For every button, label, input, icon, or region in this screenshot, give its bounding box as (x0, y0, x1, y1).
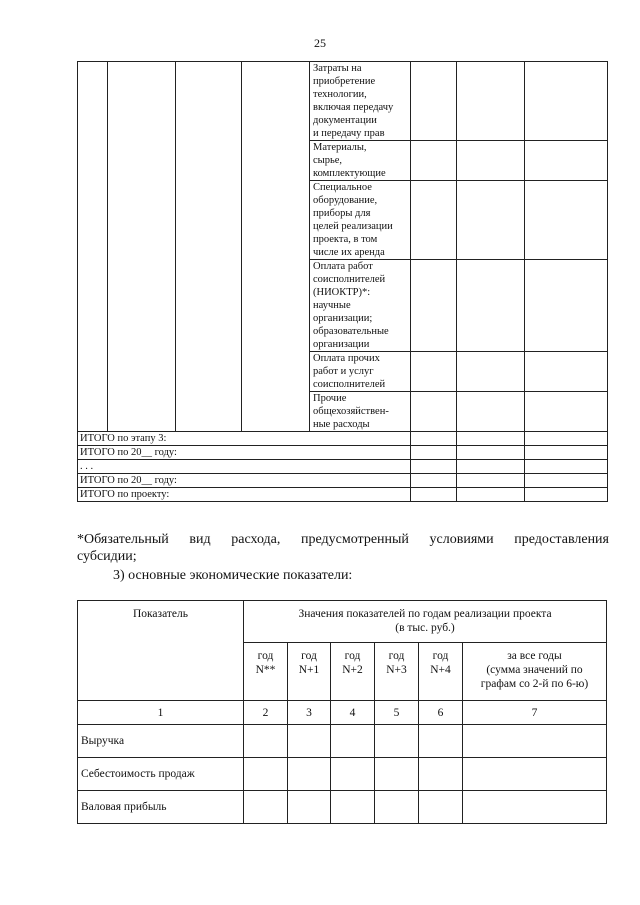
indicator-label: Валовая прибыль (78, 791, 244, 824)
value-cell (411, 432, 457, 446)
value-cell (457, 488, 525, 502)
cost-item-line: и передачу прав (313, 128, 385, 139)
value-cell (411, 460, 457, 474)
all-years-line: за все годы (507, 650, 562, 662)
cost-item-label (310, 260, 411, 352)
indicators-table (77, 600, 607, 824)
footnote (77, 531, 609, 565)
value-cell (419, 725, 463, 758)
cost-item-line: Прочие (313, 393, 347, 404)
value-cell (331, 758, 375, 791)
header-values-line: Значения показателей по годам реализации проекта (298, 608, 552, 620)
total-row (78, 488, 608, 502)
indicator-row (78, 791, 607, 824)
blank-cell (108, 62, 176, 432)
value-cell (457, 446, 525, 460)
cost-item-line: Материалы, (313, 142, 367, 153)
value-cell (288, 758, 331, 791)
year-header-line: год (344, 650, 361, 662)
year-header-line: N+1 (298, 664, 320, 676)
cost-item-line: Оплата прочих (313, 353, 380, 364)
year-header (288, 643, 331, 701)
year-header-line: год (301, 650, 317, 662)
year-header (375, 643, 419, 701)
section-intro: 3) основные экономические показатели: (113, 568, 353, 583)
column-number: 1 (78, 701, 244, 725)
indicator-row (78, 725, 607, 758)
value-cell (375, 725, 419, 758)
total-label: ИТОГО по 20__ году: (78, 474, 411, 488)
year-header-line: N+4 (430, 664, 451, 676)
value-cell (411, 446, 457, 460)
total-label: ИТОГО по этапу 3: (78, 432, 411, 446)
cost-item-line: целей реализации (313, 221, 393, 232)
year-header-line: год (257, 650, 274, 662)
cost-item-line: организации (313, 339, 370, 350)
value-cell (525, 474, 608, 488)
value-cell (463, 791, 607, 824)
value-cell (457, 352, 525, 392)
all-years-line: (сумма значений по (486, 664, 583, 676)
value-cell (525, 432, 608, 446)
cost-item-line: включая передачу (313, 102, 394, 113)
value-cell (457, 62, 525, 141)
total-row (78, 432, 608, 446)
value-cell (411, 141, 457, 181)
cost-item-line: числе их аренда (313, 247, 385, 258)
cost-item-line: ные расходы (313, 419, 370, 430)
header-indicator: Показатель (78, 601, 244, 701)
all-years-header (463, 643, 607, 701)
value-cell (411, 488, 457, 502)
value-cell (525, 488, 608, 502)
header-values-line: (в тыс. руб.) (395, 622, 455, 634)
cost-item-line: (НИОКТР)*: (313, 287, 371, 298)
cost-item-label (310, 392, 411, 432)
year-header-line: N** (255, 664, 276, 676)
year-header (419, 643, 463, 701)
value-cell (457, 260, 525, 352)
column-number: 3 (288, 701, 331, 725)
value-cell (375, 758, 419, 791)
value-cell (419, 791, 463, 824)
value-cell (411, 392, 457, 432)
column-number: 5 (375, 701, 419, 725)
value-cell (525, 392, 608, 432)
cost-item-line: образовательные (313, 326, 389, 337)
value-cell (463, 758, 607, 791)
cost-item-line: Оплата работ (313, 261, 373, 272)
value-cell (411, 352, 457, 392)
indicator-label: Выручка (78, 725, 244, 758)
header-values (244, 601, 607, 643)
value-cell (457, 474, 525, 488)
blank-cell (242, 62, 310, 432)
column-number: 6 (419, 701, 463, 725)
total-label: . . . (78, 460, 411, 474)
year-header-line: N+3 (386, 664, 407, 676)
value-cell (244, 725, 288, 758)
value-cell (525, 260, 608, 352)
value-cell (525, 141, 608, 181)
value-cell (411, 474, 457, 488)
cost-item-line: соисполнителей (313, 379, 386, 390)
value-cell (411, 260, 457, 352)
cost-item-line: комплектующие (313, 168, 386, 179)
value-cell (457, 392, 525, 432)
value-cell (525, 352, 608, 392)
value-cell (331, 791, 375, 824)
year-header-line: год (432, 650, 449, 662)
value-cell (288, 725, 331, 758)
value-cell (457, 141, 525, 181)
value-cell (331, 725, 375, 758)
cost-item-line: документации (313, 115, 377, 126)
value-cell (375, 791, 419, 824)
value-cell (288, 791, 331, 824)
cost-item-line: приборы для (313, 208, 371, 219)
page-number: 25 (314, 36, 326, 50)
value-cell (525, 446, 608, 460)
total-row (78, 446, 608, 460)
value-cell (525, 181, 608, 260)
cost-item-line: проекта, в том (313, 234, 378, 245)
value-cell (244, 791, 288, 824)
footnote-line: *Обязательный вид расхода, предусмотренный условиями предоставления (77, 532, 609, 547)
column-number: 4 (331, 701, 375, 725)
column-number: 2 (244, 701, 288, 725)
cost-item-label (310, 352, 411, 392)
year-header (331, 643, 375, 701)
cost-item-label (310, 62, 411, 141)
cost-item-line: соисполнителей (313, 274, 386, 285)
blank-cell (176, 62, 242, 432)
cost-item-line: работ и услуг (313, 366, 374, 377)
footnote-line: субсидии; (77, 549, 137, 564)
column-number: 7 (463, 701, 607, 725)
cost-item-line: сырье, (313, 155, 343, 166)
cost-item-line: оборудование, (313, 195, 378, 206)
indicator-row (78, 758, 607, 791)
value-cell (463, 725, 607, 758)
cost-item-line: Специальное (313, 182, 372, 193)
value-cell (457, 432, 525, 446)
cost-row (78, 62, 608, 141)
indicator-label: Себестоимость продаж (78, 758, 244, 791)
total-label: ИТОГО по 20__ году: (78, 446, 411, 460)
value-cell (457, 181, 525, 260)
value-cell (419, 758, 463, 791)
cost-item-line: организации; (313, 313, 373, 324)
value-cell (244, 758, 288, 791)
cost-item-line: технологии, (313, 89, 367, 100)
value-cell (411, 62, 457, 141)
value-cell (457, 460, 525, 474)
value-cell (525, 460, 608, 474)
value-cell (525, 62, 608, 141)
value-cell (411, 181, 457, 260)
year-header (244, 643, 288, 701)
total-row (78, 460, 608, 474)
all-years-line: графам со 2-й по 6-ю) (480, 678, 589, 690)
cost-item-line: общехозяйствен- (313, 406, 389, 417)
cost-item-line: приобретение (313, 76, 376, 87)
cost-item-line: научные (313, 300, 351, 311)
blank-cell (78, 62, 108, 432)
cost-item-label (310, 181, 411, 260)
cost-table (77, 61, 608, 502)
total-row (78, 474, 608, 488)
year-header-line: N+2 (342, 664, 363, 676)
total-label: ИТОГО по проекту: (78, 488, 411, 502)
year-header-line: год (388, 650, 405, 662)
cost-item-line: Затраты на (313, 63, 362, 74)
cost-item-label (310, 141, 411, 181)
